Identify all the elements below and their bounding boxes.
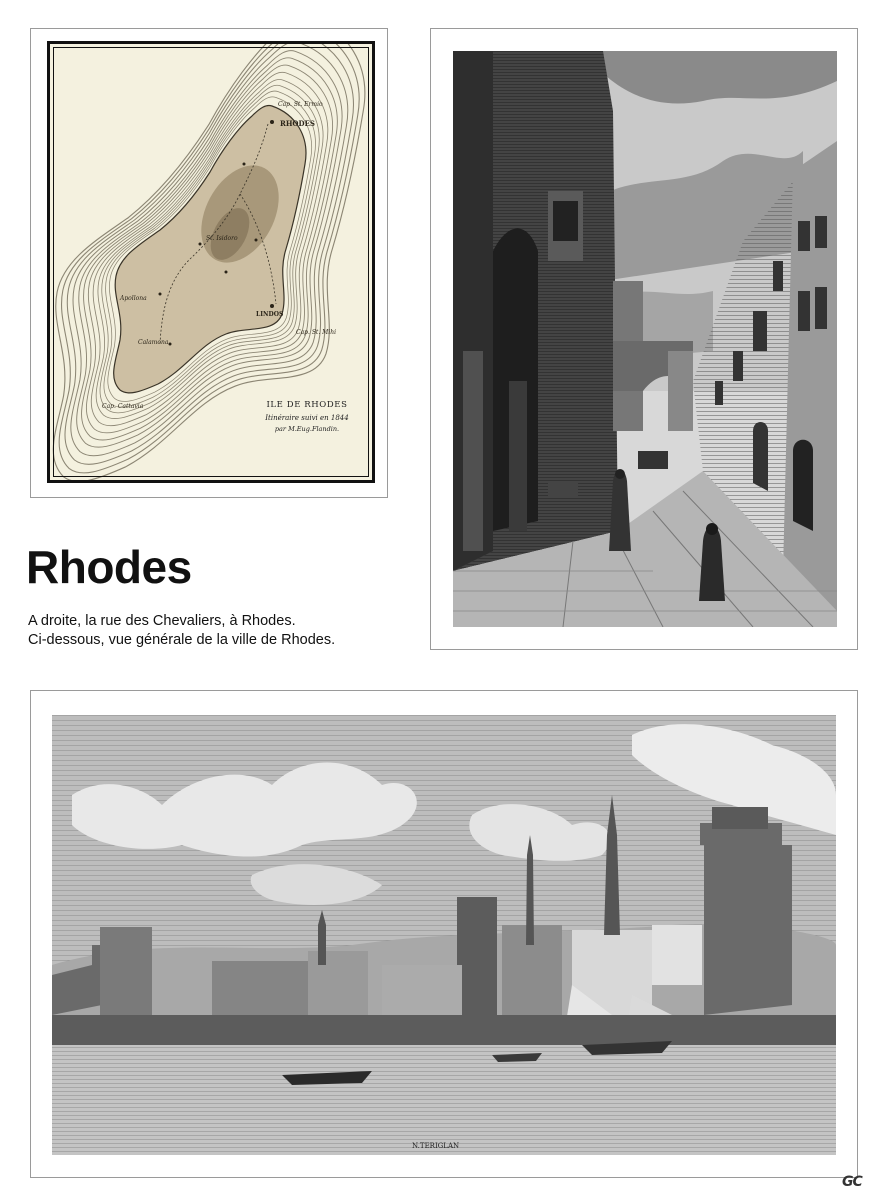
caption-line: A droite, la rue des Chevaliers, à Rhodes. bbox=[28, 613, 296, 629]
caption-line: Ci-dessous, vue générale de la ville de Rhodes. bbox=[28, 632, 336, 648]
rhodes-harbor-engraving bbox=[52, 715, 836, 1155]
place-name: RHODES bbox=[280, 119, 315, 128]
map-author: par M.Eug.Flandin. bbox=[274, 425, 340, 433]
island-map bbox=[47, 41, 375, 483]
place-name: Cap. Cattavia bbox=[102, 403, 144, 410]
place-name: Apollona bbox=[120, 295, 147, 302]
street-engraving-frame bbox=[430, 28, 858, 650]
map-title: ILE DE RHODES bbox=[266, 400, 348, 410]
article-caption bbox=[28, 612, 335, 650]
harbor-engraving-frame bbox=[30, 690, 858, 1178]
place-name: St. Isidoro bbox=[206, 235, 238, 242]
street-engraving bbox=[453, 51, 837, 627]
map-subtitle: Itinéraire suivi en 1844 bbox=[265, 414, 349, 422]
place-name: Calamona bbox=[138, 339, 169, 346]
map-frame bbox=[30, 28, 388, 498]
harbor-engraving bbox=[52, 715, 836, 1155]
rue-des-chevaliers-engraving bbox=[453, 51, 837, 627]
article-title: Rhodes bbox=[26, 541, 192, 593]
place-name: LINDOS bbox=[256, 311, 284, 318]
place-name: Cap. St. Ermio bbox=[278, 101, 323, 108]
engraver-signature: N.TERIGLAN bbox=[412, 1142, 460, 1150]
gc-watermark: GC bbox=[842, 1174, 862, 1190]
place-name: Cap. St. Mihi bbox=[296, 329, 337, 336]
map-legend bbox=[242, 400, 372, 433]
